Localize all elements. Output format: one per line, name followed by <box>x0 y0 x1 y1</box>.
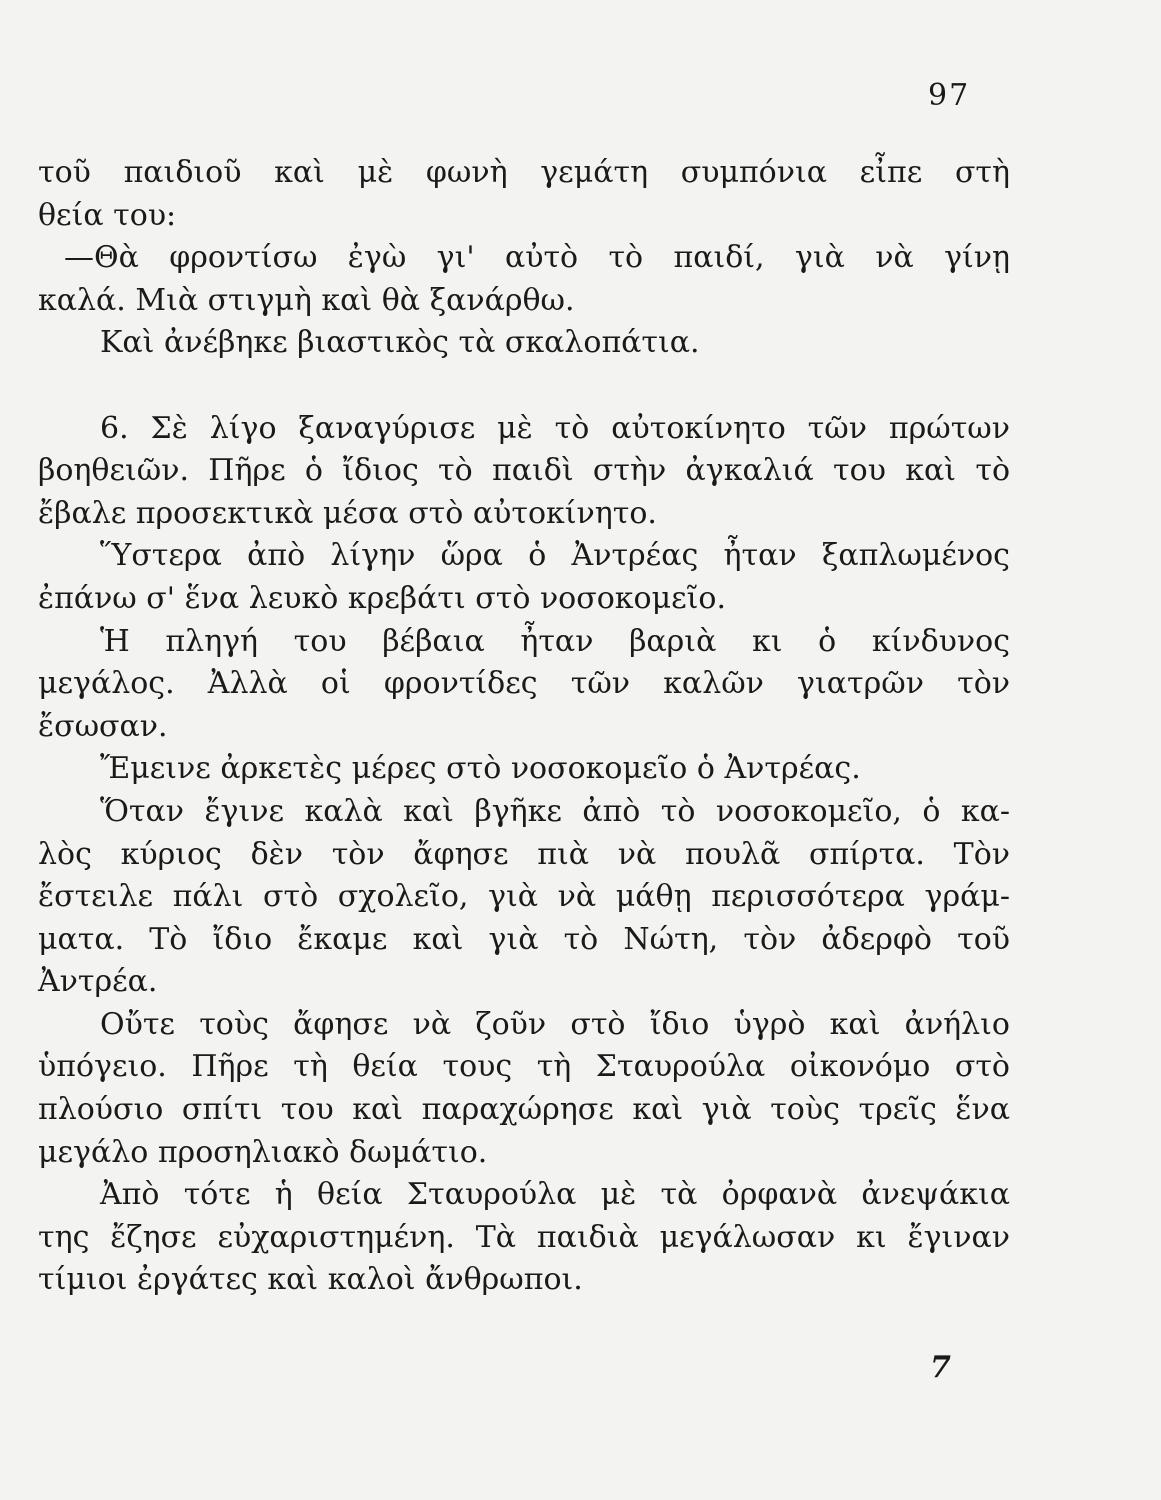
text-line: ματα. Τὸ ἴδιο ἔκαμε καὶ γιὰ τὸ Νώτη, τὸν ἀδερφὸ τοῦ <box>38 921 1010 957</box>
text-line: μεγάλο προσηλιακὸ δωμάτιο. <box>38 1134 488 1170</box>
text-line: Καὶ ἀνέβηκε βιαστικὸς τὰ σκαλοπάτια. <box>100 325 700 361</box>
text-line: καλά. Μιὰ στιγμὴ καὶ θὰ ξανάρθω. <box>38 282 575 318</box>
text-line: Ὅταν ἔγινε καλὰ καὶ βγῆκε ἀπὸ τὸ νοσοκομεῖο, ὁ κα- <box>100 793 1010 829</box>
text-line: ὑπόγειο. Πῆρε τὴ θεία τους τὴ Σταυρούλα οἰκονόμο στὸ <box>38 1049 1010 1085</box>
text-line: της ἔζησε εὐχαριστημένη. Τὰ παιδιὰ μεγάλωσαν κι ἔγιναν <box>38 1219 1010 1255</box>
page-number: 97 <box>928 78 971 113</box>
text-line: ἔσωσαν. <box>38 708 168 744</box>
text-line: —Θὰ φροντίσω ἐγὼ γι' αὐτὸ τὸ παιδί, γιὰ νὰ γίνῃ <box>64 240 1010 276</box>
text-line: ἔστειλε πάλι στὸ σχολεῖο, γιὰ νὰ μάθῃ περισσότερα γράμ- <box>38 879 1010 915</box>
text-line: λὸς κύριος δὲν τὸν ἄφησε πιὰ νὰ πουλᾶ σπίρτα. Τὸν <box>38 836 1010 872</box>
body-text <box>38 152 1010 1302</box>
text-line: βοηθειῶν. Πῆρε ὁ ἴδιος τὸ παιδὶ στὴν ἀγκαλιά του καὶ τὸ <box>38 453 1010 489</box>
text-line: Ὕστερα ἀπὸ λίγην ὥρα ὁ Ἀντρέας ἦταν ξαπλωμένος <box>100 538 1010 574</box>
text-line: Ἡ πληγή του βέβαια ἦταν βαριὰ κι ὁ κίνδυνος <box>100 623 1010 659</box>
text-line: Ἔμεινε ἀρκετὲς μέρες στὸ νοσοκομεῖο ὁ Ἀντρέας. <box>100 751 861 787</box>
text-line: μεγάλος. Ἀλλὰ οἱ φροντίδες τῶν καλῶν γιατρῶν τὸν <box>38 666 1010 702</box>
text-line: Ἀντρέα. <box>38 964 158 1000</box>
text-line: τίμιοι ἐργάτες καὶ καλοὶ ἄνθρωποι. <box>38 1262 583 1298</box>
text-line: τοῦ παιδιοῦ καὶ μὲ φωνὴ γεμάτη συμπόνια εἶπε στὴ <box>38 155 1010 190</box>
text-line: πλούσιο σπίτι του καὶ παραχώρησε καὶ γιὰ τοὺς τρεῖς ἕνα <box>38 1092 1010 1128</box>
text-line: θεία του: <box>38 197 177 233</box>
text-line: ἐπάνω σ' ἕνα λευκὸ κρεβάτι στὸ νοσοκομεῖο. <box>38 580 726 616</box>
text-line: Ἀπὸ τότε ἡ θεία Σταυρούλα μὲ τὰ ὀρφανὰ ἀνεψάκια <box>100 1177 1010 1213</box>
text-line: 6. Σὲ λίγο ξαναγύρισε μὲ τὸ αὐτοκίνητο τῶν πρώτων <box>100 410 1010 446</box>
text-line: Οὔτε τοὺς ἄφησε νὰ ζοῦν στὸ ἴδιο ὑγρὸ καὶ ἀνήλιο <box>100 1006 1010 1042</box>
text-line: ἔβαλε προσεκτικὰ μέσα στὸ αὐτοκίνητο. <box>38 495 657 531</box>
signature-mark: 7 <box>930 1350 951 1385</box>
section-gap <box>38 365 1010 408</box>
